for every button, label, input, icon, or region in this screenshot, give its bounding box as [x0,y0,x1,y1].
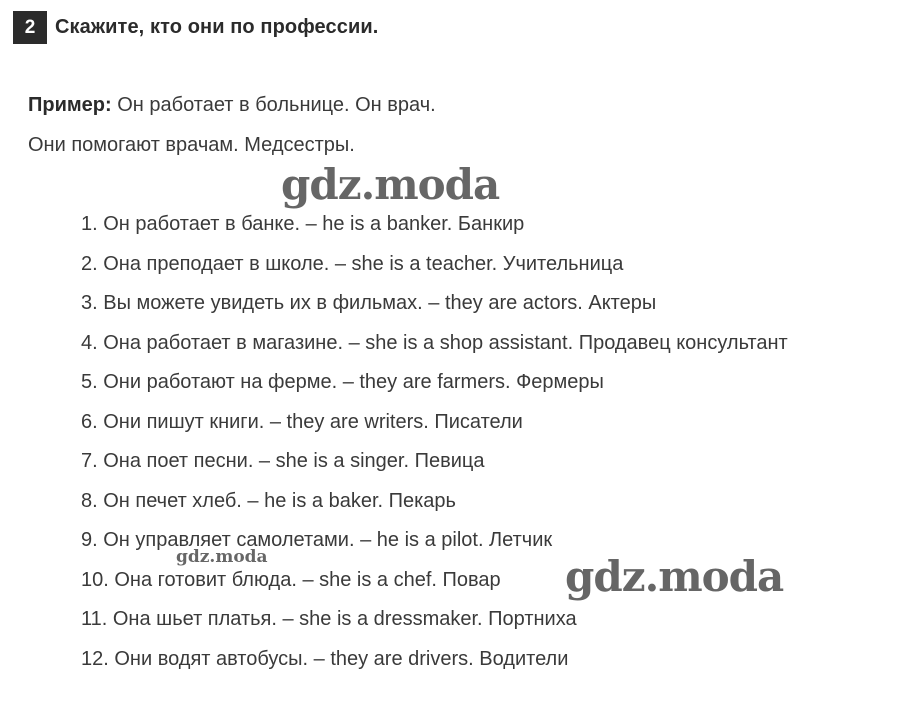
answer-item: 12. Они водят автобусы. – they are drivers. Водители [81,647,569,670]
example-line-1 [28,93,436,117]
answer-item: 11. Она шьет платья. – she is a dressmaker. Портниха [81,608,577,630]
answer-item: 5. Они работают на ферме. – they are farmers. Фермеры [81,371,604,393]
answer-item: 4. Она работает в магазине. – she is a shop assistant. Продавец консультант [81,331,788,354]
example-text: Он работает в больнице. Он врач. [117,94,436,116]
watermark-small: gdz.moda [176,547,268,567]
answer-item: 3. Вы можете увидеть их в фильмах. – they are actors. Актеры [81,292,657,314]
answer-item: 1. Он работает в банке. – he is a banker. Банкир [81,213,525,235]
answer-item: 6. Они пишут книги. – they are writers. Писатели [81,410,523,433]
answer-item: 2. Она преподает в школе. – she is a teacher. Учительница [81,252,624,275]
task-title: Скажите, кто они по профессии. [55,16,379,38]
example-line-2: Они помогают врачам. Медсестры. [28,134,355,156]
answer-item: 10. Она готовит блюда. – she is a chef. Повар [81,568,501,591]
watermark-bottom: gdz.moda [565,552,784,601]
example-label: Пример: [28,94,112,116]
task-header [13,11,378,44]
answer-item: 7. Она поет песни. – she is a singer. Певица [81,450,485,472]
answer-list [81,212,788,686]
task-number-badge: 2 [13,11,47,44]
answer-item: 9. Он управляет самолетами. – he is a pilot. Летчик [81,529,553,551]
answer-item: 8. Он печет хлеб. – he is a baker. Пекарь [81,489,456,512]
watermark-top: gdz.moda [281,160,500,209]
